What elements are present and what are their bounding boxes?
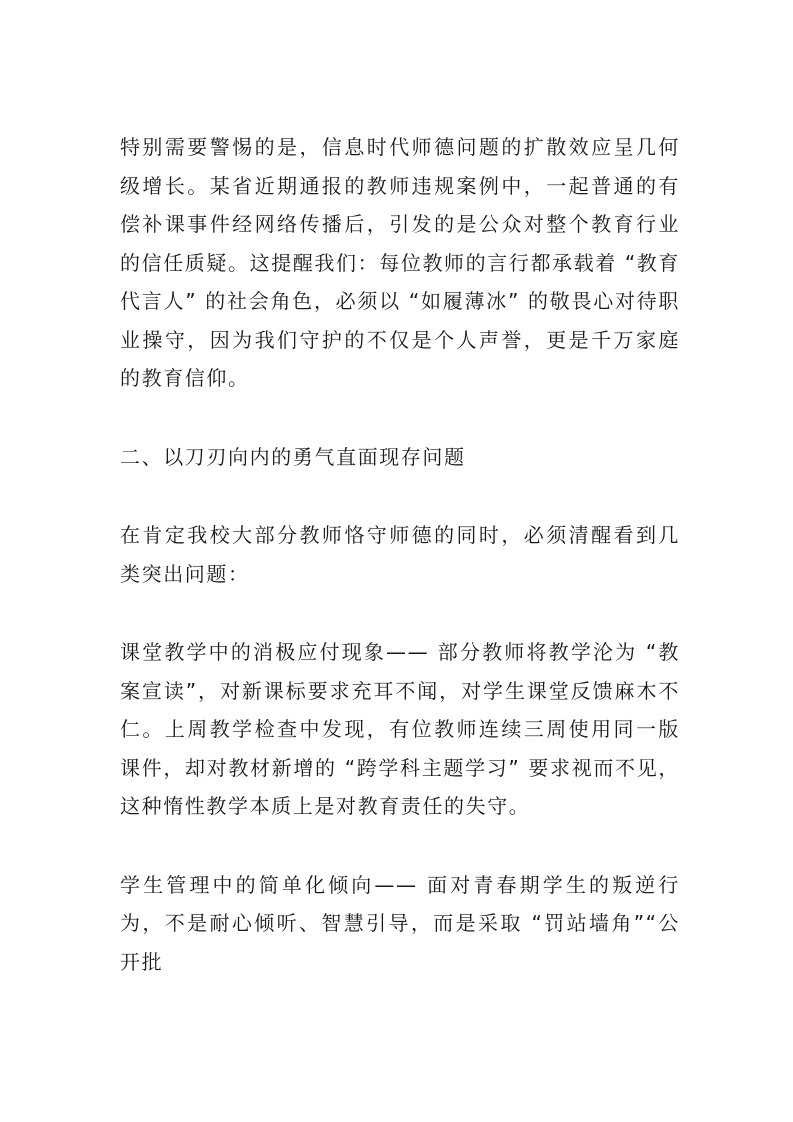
section-heading-two: 二、以刀刃向内的勇气直面现存问题 — [120, 444, 466, 469]
paragraph-student-management: 学生管理中的简单化倾向—— 面对青春期学生的叛逆行为，不是耐心倾听、智慧引导，而是采取 “罚站墙角”“公开批 — [120, 872, 680, 974]
document-page — [120, 128, 680, 1021]
paragraph-classroom-teaching: 课堂教学中的消极应付现象—— 部分教师将教学沦为 “教案宣读”，对新课标要求充耳不闻，对学生课堂反馈麻木不仁。上周教学检查中发现，有位教师连续三周使用同一版课件，却对教材新增的 “跨学科主题学习” 要求视而不见，这种惰性教学本质上是对教育责任的失守。 — [120, 640, 680, 818]
paragraph-problems-intro: 在肯定我校大部分教师恪守师德的同时，必须清醒看到几类突出问题： — [120, 523, 680, 586]
paragraph-info-era-warning: 特别需要警惕的是，信息时代师德问题的扩散效应呈几何级增长。某省近期通报的教师违规案例中，一起普通的有偿补课事件经网络传播后，引发的是公众对整个教育行业的信任质疑。这提醒我们：每位教师的言行都承载着 “教育代言人” 的社会角色，必须以 “如履薄冰” 的敬畏心对待职业操守，因为我们守护的不仅是个人声誉，更是千万家庭的教育信仰。 — [120, 135, 680, 390]
